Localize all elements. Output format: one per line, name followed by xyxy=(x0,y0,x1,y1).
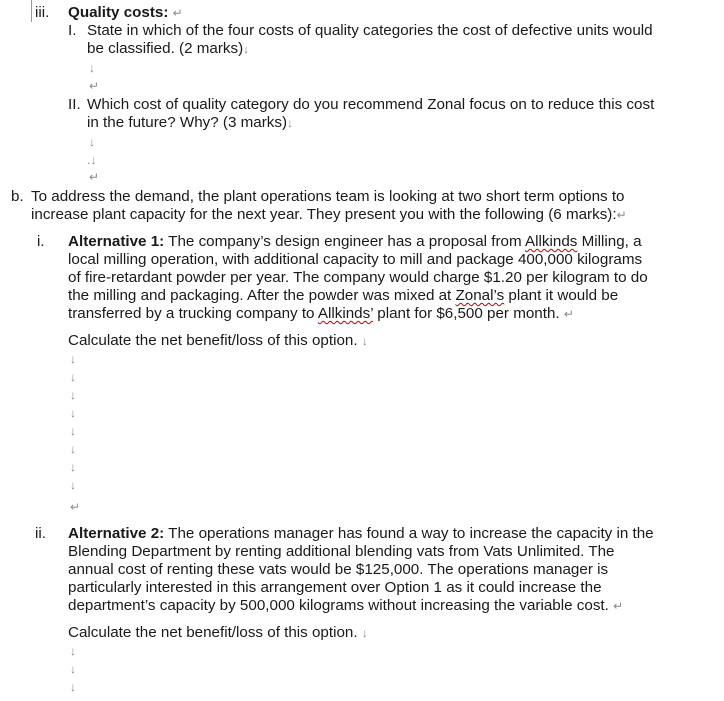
alt1-line-2: local milling operation, with additional capacity to mill and package 400,000 kilograms xyxy=(68,251,643,268)
line-break-mark: ↓ xyxy=(70,352,76,366)
line-break-mark: ↓ xyxy=(70,388,76,402)
alt1-numeral: i. xyxy=(37,233,45,250)
section-iii-heading: Quality costs: ↵ xyxy=(68,4,183,21)
q2-line-2: in the future? Why? (3 marks)↓ xyxy=(87,114,294,131)
alt2-numeral: ii. xyxy=(35,525,46,542)
q1-numeral: I. xyxy=(68,22,77,39)
para-mark: ↵ xyxy=(70,500,81,514)
section-b-label: b. xyxy=(11,188,24,205)
q2-numeral: II. xyxy=(68,96,81,113)
line-break-mark: ↓ xyxy=(89,135,95,149)
alt1-line-4: the milling and packaging. After the powder was mixed at Zonal’s plant it would be xyxy=(68,287,619,304)
section-b-line-1: To address the demand, the plant operations team is looking at two short term options to xyxy=(31,188,625,205)
q2-line-1: Which cost of quality category do you recommend Zonal focus on to reduce this cost xyxy=(87,96,655,113)
alt1-line-5: transferred by a trucking company to Allkinds’ plant for $6,500 per month. ↵ xyxy=(68,305,574,322)
alt1-line-1: Alternative 1: The company’s design engineer has a proposal from Allkinds Milling, a xyxy=(68,233,642,250)
alt2-line-1: Alternative 2: The operations manager has found a way to increase the capacity in the xyxy=(68,525,654,542)
line-break-mark: ↓ xyxy=(89,61,95,75)
line-break-mark: ↓ xyxy=(70,644,76,658)
section-iii-numeral: iii. xyxy=(35,4,50,21)
margin-bar xyxy=(31,0,32,22)
section-b-line-2: increase plant capacity for the next year. They present you with the following (6 marks):↵ xyxy=(31,206,627,223)
alt2-line-2: Blending Department by renting additional blending vats from Vats Unlimited. The xyxy=(68,543,615,560)
alt2-line-3: annual cost of renting these vats would be $125,000. The operations manager is xyxy=(68,561,609,578)
dot-break-mark: .↓ xyxy=(87,153,97,167)
alt1-calc: Calculate the net benefit/loss of this option. ↓ xyxy=(68,332,368,349)
line-break-mark: ↓ xyxy=(70,680,76,694)
q1-line-2: be classified. (2 marks)↓ xyxy=(87,40,250,57)
line-break-mark: ↓ xyxy=(70,406,76,420)
para-mark: ↵ xyxy=(89,170,100,184)
alt2-line-5: department’s capacity by 500,000 kilograms without increasing the variable cost. ↵ xyxy=(68,597,624,614)
alt1-line-3: of fire-retardant powder per year. The company would charge $1.20 per kilogram to do xyxy=(68,269,648,286)
alt2-calc: Calculate the net benefit/loss of this option. ↓ xyxy=(68,624,368,641)
line-break-mark: ↓ xyxy=(70,370,76,384)
alt2-line-4: particularly interested in this arrangement over Option 1 as it could increase the xyxy=(68,579,602,596)
line-break-mark: ↓ xyxy=(70,662,76,676)
q1-line-1: State in which of the four costs of quality categories the cost of defective units would xyxy=(87,22,653,39)
para-mark: ↵ xyxy=(89,79,100,93)
line-break-mark: ↓ xyxy=(70,442,76,456)
line-break-mark: ↓ xyxy=(70,460,76,474)
line-break-mark: ↓ xyxy=(70,478,76,492)
line-break-mark: ↓ xyxy=(70,424,76,438)
